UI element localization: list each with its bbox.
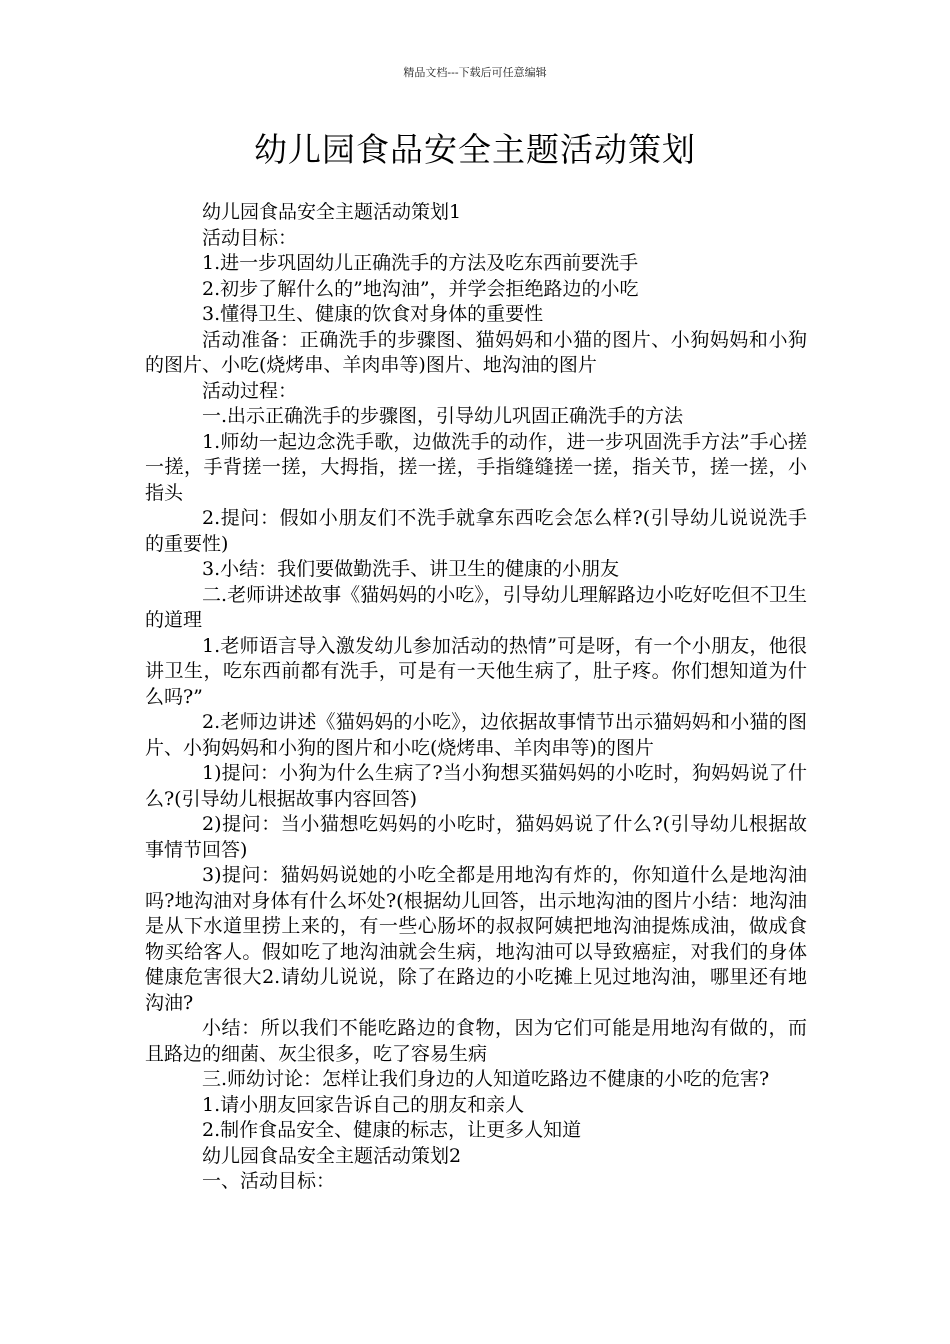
paragraph-step-one-1: 1.师幼一起边念洗手歌，边做洗手的动作，进一步巩固洗手方法”手心搓一搓，手背搓一搓，大拇指，搓一搓，手指缝缝搓一搓，指关节，搓一搓，小指头 bbox=[145, 430, 807, 504]
paragraph-step-one: 一.出示正确洗手的步骤图，引导幼儿巩固正确洗手的方法 bbox=[202, 405, 684, 427]
paragraph-preparation: 活动准备：正确洗手的步骤图、猫妈妈和小猫的图片、小狗妈妈和小狗的图片、小吃(烧烤串、羊肉串等)图片、地沟油的图片 bbox=[145, 328, 807, 376]
paragraph-step-one-2: 2.提问：假如小朋友们不洗手就拿东西吃会怎么样?(引导幼儿说说洗手的重要性) bbox=[145, 507, 807, 555]
paragraph-question-1: 1)提问：小狗为什么生病了?当小狗想买猫妈妈的小吃时，狗妈妈说了什么?(引导幼儿根据故事内容回答) bbox=[145, 762, 807, 810]
paragraph-summary: 小结：所以我们不能吃路边的食物，因为它们可能是用地沟有做的，而且路边的细菌、灰尘很多，吃了容易生病 bbox=[145, 1017, 807, 1065]
paragraph-step-three: 三.师幼讨论：怎样让我们身边的人知道吃路边不健康的小吃的危害? bbox=[202, 1068, 770, 1090]
paragraph-step-two-1: 1.老师语言导入激发幼儿参加活动的热情”可是呀，有一个小朋友，他很讲卫生，吃东西前都有洗手，可是有一天他生病了，肚子疼。你们想知道为什么吗?” bbox=[145, 634, 807, 708]
paragraph-section-heading-2: 幼儿园食品安全主题活动策划2 bbox=[202, 1144, 462, 1167]
paragraph-step-three-1: 1.请小朋友回家告诉自己的朋友和亲人 bbox=[202, 1093, 525, 1116]
paragraph-goal-2: 2.初步了解什么的”地沟油”，并学会拒绝路边的小吃 bbox=[202, 277, 639, 300]
document-title: 幼儿园食品安全主题活动策划 bbox=[254, 130, 696, 169]
paragraph-goals-label-2: 一、活动目标： bbox=[202, 1170, 336, 1192]
paragraph-goal-3: 3.懂得卫生、健康的饮食对身体的重要性 bbox=[202, 303, 544, 325]
paragraph-process-label: 活动过程： bbox=[202, 379, 298, 402]
header-note: 精品文档---下载后可任意编辑 bbox=[403, 66, 547, 79]
paragraph-step-two: 二.老师讲述故事《猫妈妈的小吃》，引导幼儿理解路边小吃好吃但不卫生的道理 bbox=[145, 583, 807, 631]
paragraph-goals-label: 活动目标： bbox=[202, 226, 298, 249]
paragraph-step-one-3: 3.小结：我们要做勤洗手、讲卫生的健康的小朋友 bbox=[202, 558, 620, 580]
paragraph-step-three-2: 2.制作食品安全、健康的标志，让更多人知道 bbox=[202, 1119, 582, 1141]
paragraph-question-2: 2)提问：当小猫想吃妈妈的小吃时，猫妈妈说了什么?(引导幼儿根据故事情节回答) bbox=[145, 813, 807, 861]
paragraph-step-two-2: 2.老师边讲述《猫妈妈的小吃》，边依据故事情节出示猫妈妈和小猫的图片、小狗妈妈和小狗的图片和小吃(烧烤串、羊肉串等)的图片 bbox=[145, 711, 807, 759]
document-body bbox=[145, 200, 807, 1195]
paragraph-section-heading-1: 幼儿园食品安全主题活动策划1 bbox=[202, 201, 462, 223]
paragraph-question-3: 3)提问：猫妈妈说她的小吃全都是用地沟有炸的，你知道什么是地沟油吗?地沟油对身体有什么坏处?(根据幼儿回答，出示地沟油的图片小结：地沟油是从下水道里捞上来的，有一些心肠坏的叔叔阿姨把地沟油提炼成油，做成食物买给客人。假如吃了地沟油就会生病，地沟油可以导致癌症，对我们的身体健康危害很大2.请幼儿说说，除了在路边的小吃摊上见过地沟油，哪里还有地沟油? bbox=[145, 864, 807, 1014]
paragraph-goal-1: 1.进一步巩固幼儿正确洗手的方法及吃东西前要洗手 bbox=[202, 252, 639, 274]
